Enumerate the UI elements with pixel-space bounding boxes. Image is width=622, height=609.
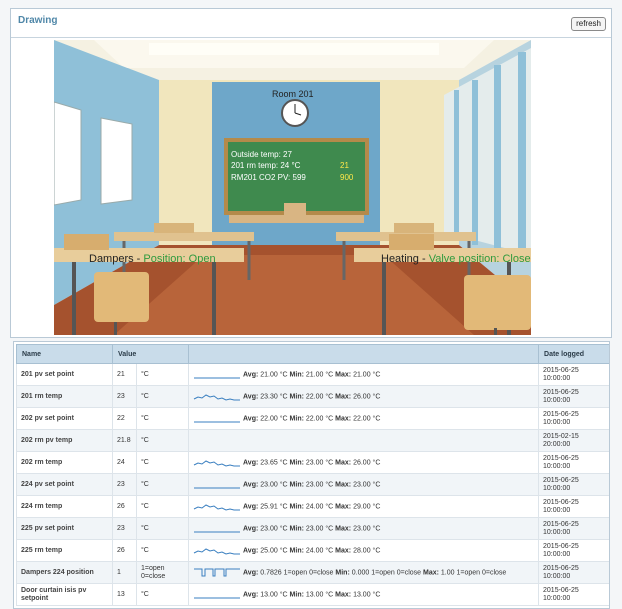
points-table-panel: [13, 341, 610, 609]
panel-divider: [11, 37, 611, 38]
cell-date: 2015-06-25 10:00:00: [539, 496, 610, 518]
min-label: Min:: [335, 569, 350, 577]
avg-value: 21.00 °C: [260, 371, 288, 379]
max-label: Max:: [335, 371, 352, 379]
cell-unit: °C: [137, 408, 189, 430]
min-value: 23.00 °C: [305, 525, 334, 533]
min-label: Min:: [289, 525, 304, 533]
room-label: Room 201: [272, 89, 314, 99]
cell-unit: °C: [137, 518, 189, 540]
heating-status: [381, 253, 531, 265]
avg-label: Avg:: [243, 591, 259, 599]
table-row: [17, 496, 611, 518]
cell-value: 26: [113, 496, 137, 518]
refresh-button[interactable]: refresh: [571, 17, 606, 31]
min-label: Min:: [289, 393, 304, 401]
avg-label: Avg:: [243, 525, 259, 533]
cell-unit: °C: [137, 386, 189, 408]
cell-value: 23: [113, 474, 137, 496]
cell-value: 21: [113, 364, 137, 386]
avg-label: Avg:: [243, 415, 259, 423]
min-value: 24.00 °C: [305, 547, 334, 555]
min-value: 23.00 °C: [305, 459, 334, 467]
dampers-status: [89, 253, 216, 265]
min-label: Min:: [289, 481, 304, 489]
cell-trend: [189, 562, 539, 584]
table-row: [17, 364, 611, 386]
cell-date: 2015-06-25 10:00:00: [539, 540, 610, 562]
cell-value: 22: [113, 408, 137, 430]
table-row: [17, 584, 611, 606]
board-room-setpoint: 21: [340, 161, 349, 170]
table-row: [17, 408, 611, 430]
cell-trend: [189, 408, 539, 430]
avg-label: Avg:: [243, 459, 259, 467]
avg-value: 23.65 °C: [260, 459, 288, 467]
header-value: Value: [113, 345, 189, 364]
table-row: [17, 452, 611, 474]
max-value: 21.00 °C: [353, 371, 381, 379]
table-row: [17, 474, 611, 496]
cell-value: 23: [113, 386, 137, 408]
avg-value: 23.00 °C: [260, 481, 288, 489]
cell-unit: °C: [137, 430, 189, 452]
min-label: Min:: [289, 503, 304, 511]
max-value: 23.00 °C: [353, 481, 381, 489]
max-value: 28.00 °C: [353, 547, 381, 555]
max-label: Max:: [423, 569, 439, 577]
table-row: [17, 540, 611, 562]
classroom-illustration: [54, 40, 531, 335]
cell-value: 26: [113, 540, 137, 562]
cell-name: 201 pv set point: [17, 364, 113, 386]
avg-label: Avg:: [243, 393, 259, 401]
avg-value: 0.7826 1=open 0=close: [260, 569, 334, 577]
cell-trend: [189, 474, 539, 496]
cell-unit: °C: [137, 364, 189, 386]
max-value: 22.00 °C: [353, 415, 381, 423]
sparkline: [193, 501, 241, 512]
sparkline: [193, 457, 241, 468]
max-label: Max:: [335, 503, 352, 511]
max-label: Max:: [335, 415, 352, 423]
cell-unit: °C: [137, 584, 189, 606]
min-value: 0.000 1=open 0=close: [351, 569, 422, 577]
cell-date: 2015-02-15 20:00:00: [539, 430, 610, 452]
points-table: [16, 344, 610, 606]
heating-valve-position: Valve position: Close: [428, 253, 531, 265]
cell-date: 2015-06-25 10:00:00: [539, 408, 610, 430]
cell-trend: [189, 540, 539, 562]
min-label: Min:: [289, 415, 304, 423]
avg-value: 22.00 °C: [260, 415, 288, 423]
min-value: 22.00 °C: [305, 415, 334, 423]
cell-date: 2015-06-25 10:00:00: [539, 474, 610, 496]
avg-label: Avg:: [243, 371, 259, 379]
cell-trend: [189, 496, 539, 518]
dampers-prefix: Dampers -: [89, 253, 144, 265]
max-label: Max:: [335, 459, 352, 467]
max-label: Max:: [335, 525, 352, 533]
classroom-drawing: [54, 40, 531, 335]
sparkline: [193, 369, 241, 380]
table-row: [17, 518, 611, 540]
avg-label: Avg:: [243, 547, 259, 555]
cell-date: 2015-06-25 10:00:00: [539, 584, 610, 606]
min-value: 22.00 °C: [305, 393, 334, 401]
max-label: Max:: [335, 481, 352, 489]
cell-name: Dampers 224 position: [17, 562, 113, 584]
cell-name: Door curtain isis pv setpoint: [17, 584, 113, 606]
board-room-temp: 201 rm temp: 24 °C: [231, 161, 301, 170]
cell-name: 202 rm pv temp: [17, 430, 113, 452]
board-co2-limit: 900: [340, 173, 354, 182]
avg-value: 23.30 °C: [260, 393, 288, 401]
cell-date: 2015-06-25 10:00:00: [539, 518, 610, 540]
cell-unit: 1=open 0=close: [137, 562, 189, 584]
cell-value: 21.8: [113, 430, 137, 452]
sparkline: [193, 567, 241, 578]
table-row: [17, 562, 611, 584]
dampers-position: Position: Open: [143, 253, 216, 265]
max-value: 29.00 °C: [353, 503, 381, 511]
cell-trend: [189, 364, 539, 386]
avg-value: 25.91 °C: [260, 503, 288, 511]
cell-unit: °C: [137, 452, 189, 474]
cell-value: 13: [113, 584, 137, 606]
cell-name: 202 pv set point: [17, 408, 113, 430]
cell-date: 2015-06-25 10:00:00: [539, 452, 610, 474]
header-date: Date logged: [539, 345, 610, 364]
avg-value: 23.00 °C: [260, 525, 288, 533]
max-value: 26.00 °C: [353, 459, 381, 467]
sparkline: [193, 413, 241, 424]
cell-name: 224 rm temp: [17, 496, 113, 518]
cell-value: 23: [113, 518, 137, 540]
cell-trend: [189, 452, 539, 474]
panel-title: Drawing: [18, 15, 58, 26]
heating-prefix: Heating -: [381, 253, 429, 265]
cell-unit: °C: [137, 540, 189, 562]
cell-date: 2015-06-25 10:00:00: [539, 386, 610, 408]
cell-unit: °C: [137, 496, 189, 518]
header-name: Name: [17, 345, 113, 364]
sparkline: [193, 523, 241, 534]
min-value: 21.00 °C: [305, 371, 334, 379]
cell-unit: °C: [137, 474, 189, 496]
max-label: Max:: [335, 393, 352, 401]
max-value: 13.00 °C: [353, 591, 381, 599]
drawing-panel: [10, 8, 612, 338]
avg-label: Avg:: [243, 503, 259, 511]
sparkline: [193, 589, 241, 600]
cell-name: 224 pv set point: [17, 474, 113, 496]
sparkline: [193, 479, 241, 490]
avg-label: Avg:: [243, 481, 259, 489]
cell-value: 24: [113, 452, 137, 474]
board-outside-temp: Outside temp: 27: [231, 150, 292, 159]
max-label: Max:: [335, 547, 352, 555]
min-label: Min:: [289, 459, 304, 467]
cell-trend: [189, 430, 539, 452]
max-label: Max:: [335, 591, 352, 599]
cell-trend: [189, 386, 539, 408]
cell-value: 1: [113, 562, 137, 584]
table-row: [17, 430, 611, 452]
min-label: Min:: [289, 371, 304, 379]
cell-name: 225 rm temp: [17, 540, 113, 562]
table-body: [17, 364, 611, 606]
min-label: Min:: [289, 547, 304, 555]
cell-trend: [189, 584, 539, 606]
table-row: [17, 386, 611, 408]
table-header-row: [17, 345, 611, 364]
avg-value: 13.00 °C: [260, 591, 288, 599]
cell-date: 2015-06-25 10:00:00: [539, 562, 610, 584]
cell-name: 225 pv set point: [17, 518, 113, 540]
avg-value: 25.00 °C: [260, 547, 288, 555]
min-value: 24.00 °C: [305, 503, 334, 511]
cell-name: 202 rm temp: [17, 452, 113, 474]
sparkline: [193, 545, 241, 556]
max-value: 1.00 1=open 0=close: [440, 569, 507, 577]
cell-name: 201 rm temp: [17, 386, 113, 408]
cell-date: 2015-06-25 10:00:00: [539, 364, 610, 386]
header-trend: [189, 345, 539, 364]
cell-trend: [189, 518, 539, 540]
min-label: Min:: [289, 591, 304, 599]
sparkline: [193, 391, 241, 402]
min-value: 23.00 °C: [305, 481, 334, 489]
min-value: 13.00 °C: [305, 591, 334, 599]
max-value: 26.00 °C: [353, 393, 381, 401]
avg-label: Avg:: [243, 569, 259, 577]
board-co2: RM201 CO2 PV: 599: [231, 173, 306, 182]
max-value: 23.00 °C: [353, 525, 381, 533]
